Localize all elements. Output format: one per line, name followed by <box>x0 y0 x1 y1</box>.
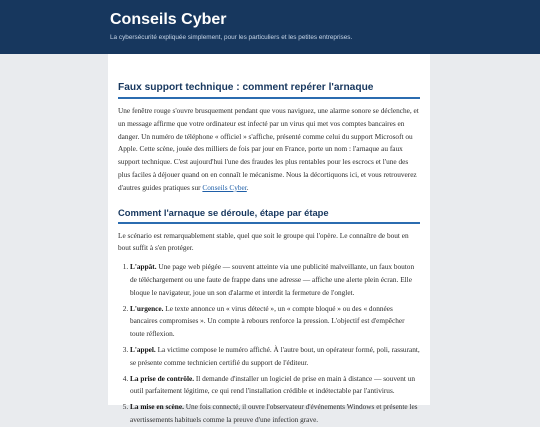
step-text: Une page web piégée — souvent atteinte via une publicité malveillante, un faux bouton de téléchargement ou une faute de frappe dans une adresse — affiche une alerte plein écran. Elle bloque le navigateur, joue un son d'alarme et interdit la fermeture de l'onglet. <box>130 262 415 297</box>
step-text: Il demande d'installer un logiciel de prise en main à distance — souvent un outil parfaitement légitime, ce qui rend l'installation crédible et indétectable par l'antivirus. <box>130 373 416 396</box>
step-term: L'appât. <box>130 262 157 272</box>
conseils-cyber-link[interactable]: Conseils Cyber <box>202 182 247 192</box>
list-item <box>130 261 420 299</box>
section-intro: Le scénario est remarquablement stable, quel que soit le groupe qui l'opère. Le connaître de bout en bout suffit à s'en protéger. <box>118 230 409 253</box>
article-content <box>108 54 430 424</box>
step-text: Une fois connecté, il ouvre l'observateur d'événements Windows et présente les avertissements habituels comme la preuve d'une infection grave. <box>130 402 418 424</box>
article-title: Faux support technique : comment repérer l'arnaque <box>118 82 420 99</box>
step-term: L'appel. <box>130 344 156 354</box>
step-term: La prise de contrôle. <box>130 373 195 383</box>
step-text: Le texte annonce un « virus détecté », un « compte bloqué » ou des « données bancaires compromises ». Un compte à rebours renforce la pression. L'objectif est d'empêcher toute réflexion. <box>130 303 405 339</box>
intro-text: Une fenêtre rouge s'ouvre brusquement pendant que vous naviguez, une alarme sonore se déclenche, et un message affirme que votre ordinateur est infecté par un virus qui met vos comptes bancaires en danger. Un numéro de téléphone « officiel » s'affiche, présenté comme celui du support Microsoft ou Apple. Cette scène, jouée des milliers de fois par jour en France, porte un nom : l'arnaque au faux support technique. C'est aujourd'hui l'une des fraudes les plus rentables pour les escrocs et l'une des plus faciles à déjouer quand on en connaît le mécanisme. Nous la décortiquons ici, et vous retrouverez d'autres guides pratiques sur <box>118 106 419 192</box>
list-item <box>130 344 420 370</box>
list-item <box>130 303 420 341</box>
list-item <box>130 401 420 427</box>
intro-paragraph <box>118 105 420 195</box>
intro-end: . <box>246 182 249 192</box>
section-title: Comment l'arnaque se déroule, étape par étape <box>118 207 420 224</box>
steps-list <box>118 261 420 427</box>
site-header <box>0 0 540 54</box>
site-title-link[interactable]: Conseils Cyber <box>110 11 227 28</box>
site-tagline: La cybersécurité expliquée simplement, pour les particuliers et les petites entreprises. <box>110 34 353 41</box>
list-item <box>130 373 420 399</box>
step-term: La mise en scène. <box>130 402 184 412</box>
step-text: La victime compose le numéro affiché. À l'autre bout, un opérateur formé, poli, rassurant, se présente comme technicien certifié du support de l'éditeur. <box>130 344 420 367</box>
step-term: L'urgence. <box>130 303 164 313</box>
